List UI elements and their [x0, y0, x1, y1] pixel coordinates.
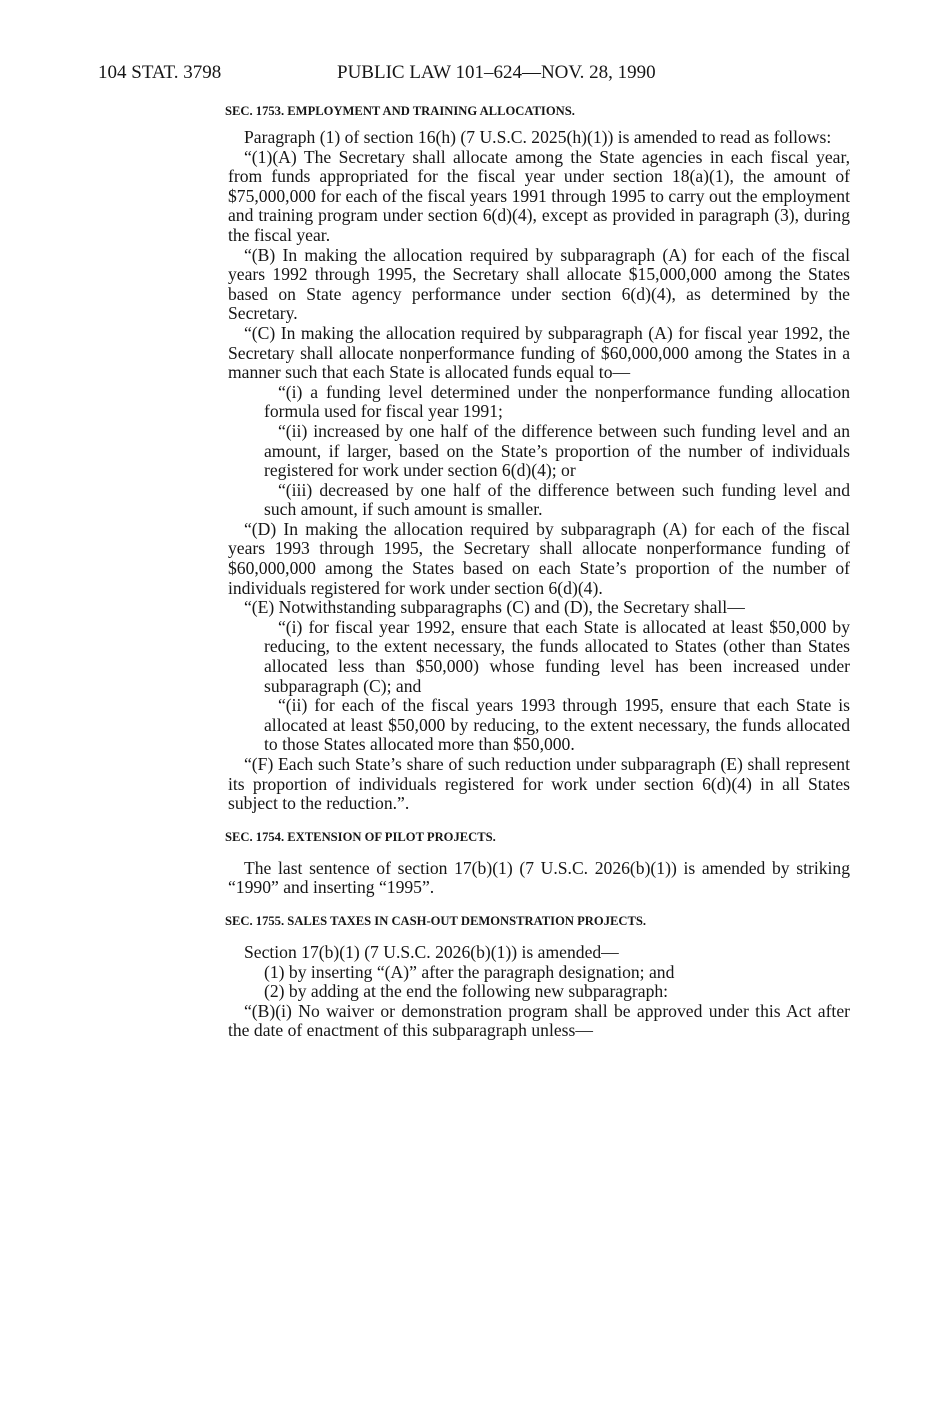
clause: (1) by inserting “(A)” after the paragraph designation; and — [264, 961, 675, 982]
paragraph: Paragraph (1) of section 16(h) (7 U.S.C. 2025(h)(1)) is amended to read as follows: — [244, 127, 832, 147]
paragraph: “(F) Each such State’s share of such reduction under subparagraph (E) shall represent its proportion of individuals registered for work under section 6(d)(4) in all States subject to the reduction.”. — [228, 754, 850, 814]
stat-page-number: 104 STAT. 3798 — [98, 62, 222, 83]
paragraph: “(C) In making the allocation required by subparagraph (A) for fiscal year 1992, the Secretary shall allocate nonperformance funding of $60,000,000 among the States in a manner such that each State is allocated funds equal to— — [228, 322, 850, 383]
paragraph: “(1)(A) The Secretary shall allocate among the State agencies in each fiscal year, from funds appropriated for the fiscal year under section 18(a)(1), the amount of $75,000,000 for each of the fiscal years 1991 through 1995 to carry out the employment and training program under section 6(d)(4), except as provided in paragraph (3), during the fiscal year. — [228, 146, 850, 245]
paragraph: “(B)(i) No waiver or demonstration program shall be approved under this Act after the date of enactment of this subparagraph unless— — [228, 1000, 850, 1041]
document-body — [225, 102, 850, 1041]
paragraph: The last sentence of section 17(b)(1) (7 U.S.C. 2026(b)(1)) is amended by striking “1990” and inserting “1995”. — [228, 857, 850, 898]
clause: “(iii) decreased by one half of the difference between such funding level and such amount, if such amount is smaller. — [264, 479, 850, 520]
section-heading-1753: SEC. 1753. EMPLOYMENT AND TRAINING ALLOCATIONS. — [225, 104, 575, 118]
section-heading-1754: SEC. 1754. EXTENSION OF PILOT PROJECTS. — [225, 829, 496, 844]
clause: “(ii) for each of the fiscal years 1993 through 1995, ensure that each State is allocated at least $50,000 by reducing, to the extent necessary, the funds allocated to those States allocated more than $50,000. — [264, 695, 850, 755]
paragraph: “(D) In making the allocation required by subparagraph (A) for each of the fiscal years 1993 through 1995, the Secretary shall allocate nonperformance funding of $60,000,000 among the States based on each State’s proportion of the number of individuals registered for work under section 6(d)(4). — [228, 518, 850, 598]
paragraph: “(E) Notwithstanding subparagraphs (C) and (D), the Secretary shall— — [244, 597, 745, 618]
running-header — [98, 58, 847, 88]
paragraph: Section 17(b)(1) (7 U.S.C. 2026(b)(1)) is amended— — [244, 941, 619, 962]
clause: “(ii) increased by one half of the difference between such funding level and an amount, if larger, based on the State’s proportion of the number of individuals registered for work under section 6(d)(4); or — [264, 420, 850, 481]
section-heading-1755: SEC. 1755. SALES TAXES IN CASH-OUT DEMONSTRATION PROJECTS. — [225, 913, 647, 928]
public-law-citation: PUBLIC LAW 101–624—NOV. 28, 1990 — [337, 62, 656, 83]
paragraph: “(B) In making the allocation required by subparagraph (A) for each of the fiscal years 1992 through 1995, the Secretary shall allocate $15,000,000 among the States based on State agency performance under section 6(d)(4), as determined by the Secretary. — [228, 244, 850, 324]
clause: “(i) a funding level determined under the nonperformance funding allocation formula used for fiscal year 1991; — [264, 381, 850, 422]
clause: “(i) for fiscal year 1992, ensure that each State is allocated at least $50,000 by reducing, to the extent necessary, the funds allocated to States (other than States allocated less than $50,000) whose funding level has been increased under subparagraph (C); and — [264, 616, 850, 696]
clause: (2) by adding at the end the following new subparagraph: — [264, 981, 669, 1002]
